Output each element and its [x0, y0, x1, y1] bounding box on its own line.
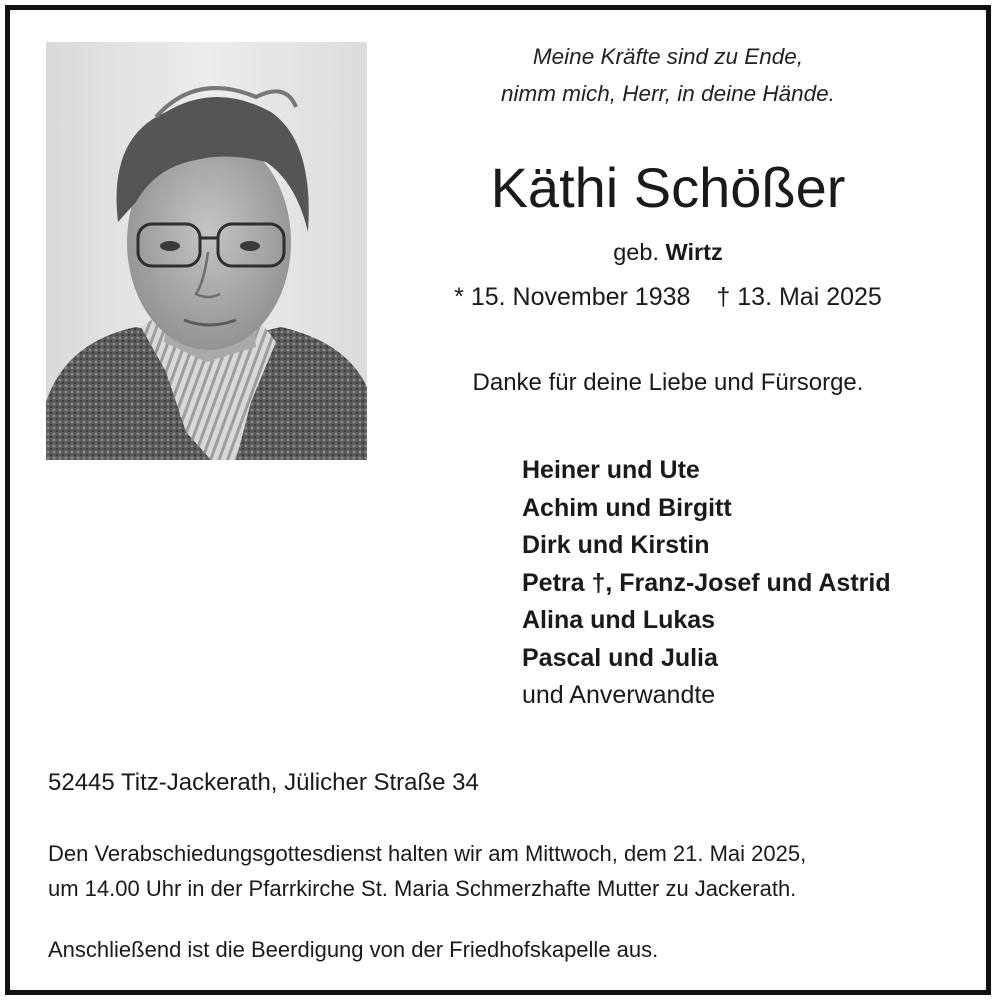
service-info — [48, 836, 806, 906]
mourner-item: Dirk und Kirstin — [522, 531, 710, 559]
death-date: † 13. Mai 2025 — [716, 283, 882, 311]
maiden-name-line — [410, 236, 926, 268]
birth-date: * 15. November 1938 — [454, 283, 691, 311]
mourner-item: Achim und Birgitt — [522, 493, 732, 522]
mourners-list — [522, 452, 891, 715]
mourner-item: Petra †, Franz-Josef und Astrid — [522, 568, 891, 597]
address-line: 52445 Titz-Jackerath, Jülicher Straße 34 — [48, 769, 479, 796]
mourner-item: Alina und Lukas — [522, 606, 716, 634]
maiden-prefix: geb. — [613, 239, 659, 265]
mourner-item: Pascal und Julia — [522, 643, 718, 672]
verse-line-1: Meine Kräfte sind zu Ende, — [532, 44, 804, 69]
burial-line: Anschließend ist die Beerdigung von der Friedhofskapelle aus. — [48, 937, 659, 962]
relatives-line: und Anverwandte — [522, 681, 716, 709]
verse-line-2: nimm mich, Herr, in deine Hände. — [501, 81, 835, 106]
maiden-name: Wirtz — [665, 239, 723, 265]
service-line-1: Den Verabschiedungsgottesdienst halten wir am Mittwoch, dem 21. Mai 2025, — [48, 841, 807, 866]
deceased-name: Käthi Schößer — [490, 156, 846, 219]
service-line-2: um 14.00 Uhr in der Pfarrkirche St. Maria Schmerzhafte Mutter zu Jackerath. — [48, 876, 797, 901]
life-dates — [400, 280, 936, 314]
thanks-line: Danke für deine Liebe und Fürsorge. — [472, 369, 864, 396]
mourner-item: Heiner und Ute — [522, 456, 700, 484]
portrait-photo — [46, 42, 367, 460]
obituary-frame — [5, 5, 991, 995]
bible-verse — [410, 38, 926, 112]
portrait-illustration — [46, 42, 367, 460]
